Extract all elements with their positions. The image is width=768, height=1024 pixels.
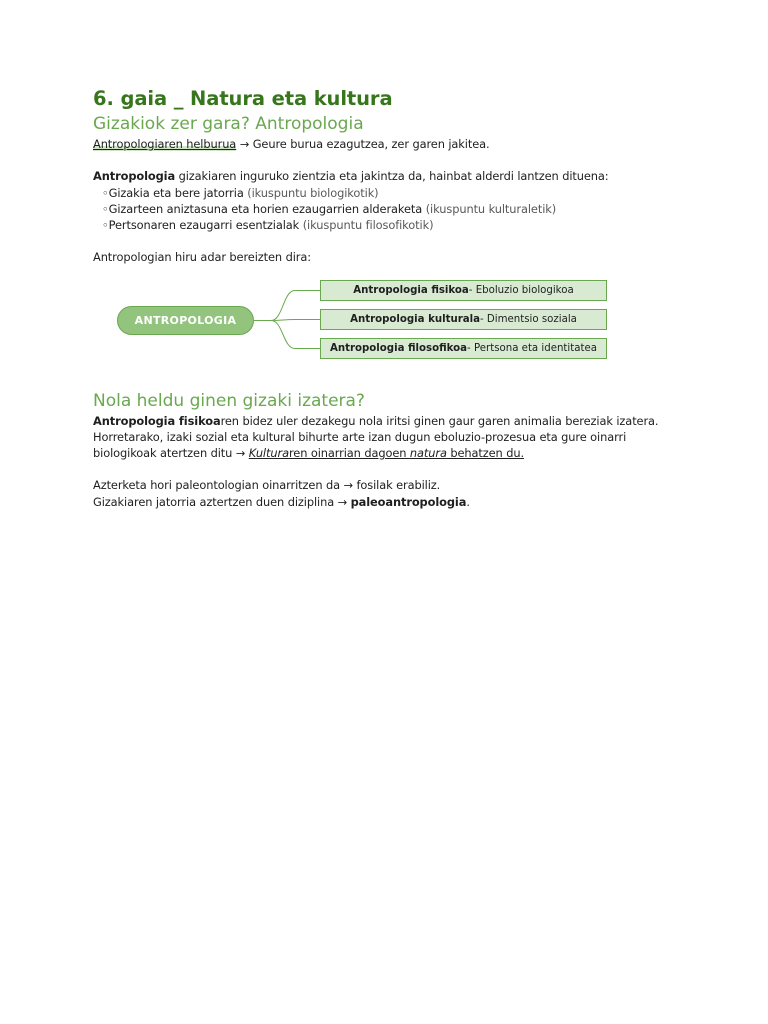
branch-desc: - Eboluzio biologikoa	[468, 284, 574, 296]
goal-text: → Geure burua ezagutzea, zer garen jakitea.	[236, 137, 490, 151]
discipline-text: Gizakiaren jatorria aztertzen duen diziplina →	[93, 494, 351, 509]
mindmap-center-node: ANTROPOLOGIA	[117, 306, 254, 335]
definition-text: gizakiaren inguruko zientzia eta jakintza da, hainbat alderdi lantzen dituena:	[175, 169, 609, 184]
definition-line	[93, 168, 683, 184]
paleontology-line: Azterketa hori paleontologian oinarritzen da → fosilak erabiliz.	[93, 478, 441, 493]
branch-title: Antropologia filosofikoa	[329, 342, 468, 354]
document-page	[93, 86, 683, 510]
bullet-icon: ◦	[102, 185, 109, 200]
branch-desc: - Dimentsio soziala	[480, 313, 577, 325]
anthropology-mindmap	[93, 280, 683, 362]
emphasis-nature: natura	[409, 446, 447, 460]
mindmap-branch-cultural	[320, 309, 607, 330]
goal-line	[93, 136, 683, 152]
list-item	[93, 217, 683, 233]
definition-term: Antropologia	[93, 169, 176, 184]
list-item-note: (ikuspuntu biologikotik)	[243, 185, 379, 200]
list-item-text: Gizarteen aniztasuna eta horien ezaugarrien alderaketa	[108, 201, 423, 216]
branch-title: Antropologia fisikoa	[353, 284, 469, 296]
paragraph-term: Antropologia fisikoa	[93, 413, 221, 428]
bullet-icon: ◦	[102, 201, 109, 216]
physical-anthropology-paragraph	[93, 413, 683, 462]
list-item-text: Pertsonaren ezaugarri esentzialak	[108, 218, 300, 232]
document-title: 6. gaia _ Natura eta kultura	[93, 87, 393, 110]
list-item	[93, 185, 683, 201]
discipline-end: .	[466, 494, 470, 509]
paragraph-emphasis	[249, 446, 524, 460]
branch-title: Antropologia kulturala	[350, 313, 481, 325]
goal-label: Antropologiaren helburua	[93, 137, 237, 151]
list-item-note: (ikuspuntu kulturaletik)	[422, 201, 557, 216]
mindmap-branch-physical	[320, 280, 607, 301]
list-item-note: (ikuspuntu filosofikotik)	[299, 218, 434, 232]
emphasis-culture: Kultura	[248, 446, 289, 460]
aspects-list	[93, 185, 683, 234]
emphasis-end: behatzen du.	[446, 446, 524, 460]
section2-heading: Nola heldu ginen gizaki izatera?	[93, 390, 365, 411]
bullet-icon: ◦	[102, 218, 109, 232]
paleoanthropology-line	[93, 494, 683, 510]
branches-intro: Antropologian hiru adar bereizten dira:	[93, 250, 311, 265]
list-item	[93, 201, 683, 217]
section1-heading: Gizakiok zer gara? Antropologia	[93, 114, 364, 134]
paragraph-text: ren bidez uler dezakegu nola iritsi ginen gaur garen animalia bereziak izatera. Horretarako, izaki sozial eta kultural bihurte arte izan dugun eboluzio-prozesua eta gure oinarri biologikoak atertzen ditu →	[93, 413, 659, 460]
discipline-term: paleoantropologia	[350, 494, 467, 509]
branch-desc: - Pertsona eta identitatea	[467, 342, 598, 354]
list-item-text: Gizakia eta bere jatorria	[108, 185, 244, 200]
mindmap-branch-philosophical	[320, 338, 607, 359]
emphasis-mid: ren oinarrian dagoen	[288, 446, 410, 460]
